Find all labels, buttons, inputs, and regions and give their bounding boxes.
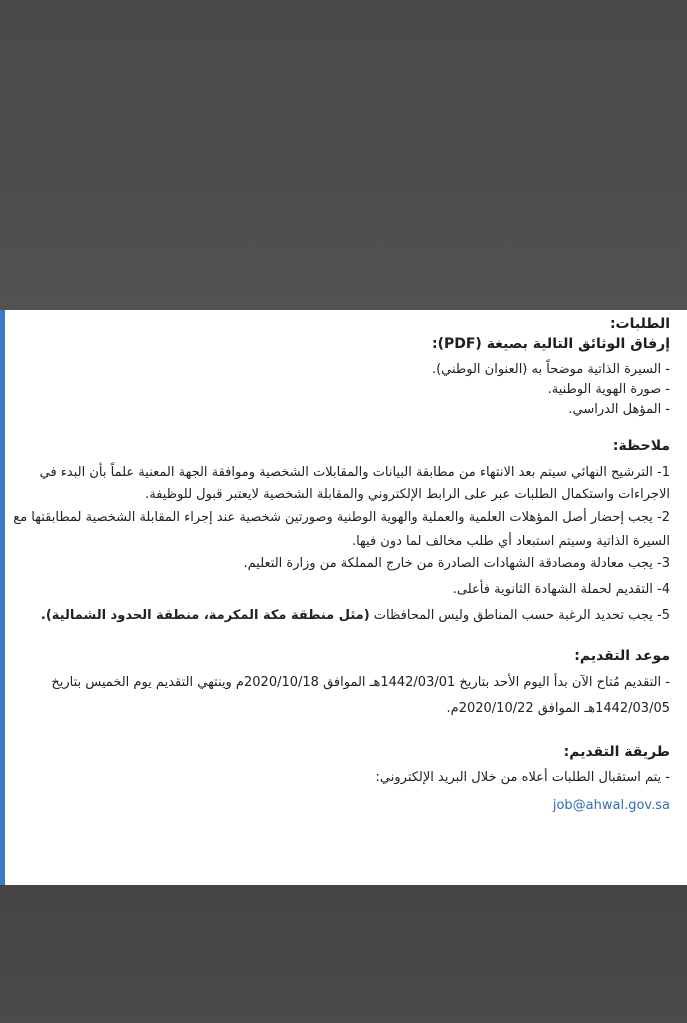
requirement-item-degree: - المؤهل الدراسي. — [568, 402, 670, 417]
spacer — [10, 420, 670, 436]
method-text: - يتم استقبال الطلبات أعلاه من خلال البريد الإلكتروني: — [375, 770, 670, 785]
spacer — [10, 722, 670, 742]
note-item-1: 1- الترشيح النهائي سيتم بعد الانتهاء من مطابقة البيانات والمقابلات الشخصية وموافقة الجهة المعنية علماً بأن البدء في الاجراءات واستكمال الطلبات عبر على الرابط الإلكتروني والمقابلة الشخصية لايعتبر قبول للوظيفة. — [39, 465, 670, 502]
spacer — [10, 626, 670, 646]
note-item-5 — [10, 606, 670, 626]
deadline-heading: موعد التقديم: — [574, 648, 670, 664]
requirement-item-id: - صورة الهوية الوطنية. — [547, 382, 670, 397]
requirements-heading: الطلبات: — [609, 316, 670, 332]
email-line — [10, 796, 670, 816]
note-item-5-bold: (مثل منطقة مكة المكرمة، منطقة الحدود الشمالية). — [40, 608, 370, 623]
requirement-item-cv: - السيرة الذاتية موضحاً به (العنوان الوطني). — [431, 362, 670, 377]
method-heading: طريقة التقديم: — [563, 744, 670, 760]
background-bottom — [0, 885, 687, 1023]
background-top — [0, 0, 687, 310]
accent-bar — [0, 310, 5, 885]
email-link[interactable]: job@ahwal.gov.sa — [552, 798, 670, 813]
deadline-text: - التقديم مُتاح الآن بدأ اليوم الأحد بتاريخ 1442/03/01هـ الموافق 2020/10/18م وينتهي التقديم يوم الخميس بتاريخ 1442/03/05هـ الموافق 2020/10/22م. — [51, 675, 670, 716]
note-item-5-text: 5- يجب تحديد الرغبة حسب المناطق وليس المحافظات — [369, 608, 670, 623]
notes-heading: ملاحظة: — [612, 438, 670, 454]
note-item-2: 2- يجب إحضار أصل المؤهلات العلمية والعملية والهوية الوطنية وصورتين شخصية عند إجراء المقابلة الشخصية لمطابقتها مع السيرة الذاتية وسيتم استبعاد أي طلب مخالف لما دون فيها. — [13, 510, 670, 549]
card-content — [10, 314, 670, 816]
attach-heading: إرفاق الوثائق التالية بصيغة (PDF): — [431, 336, 670, 352]
note-item-4: 4- التقديم لحملة الشهادة الثانوية فأعلى. — [452, 582, 670, 597]
announcement-card — [0, 310, 687, 885]
note-item-3: 3- يجب معادلة ومصادقة الشهادات الصادرة من خارج المملكة من وزارة التعليم. — [243, 556, 670, 571]
